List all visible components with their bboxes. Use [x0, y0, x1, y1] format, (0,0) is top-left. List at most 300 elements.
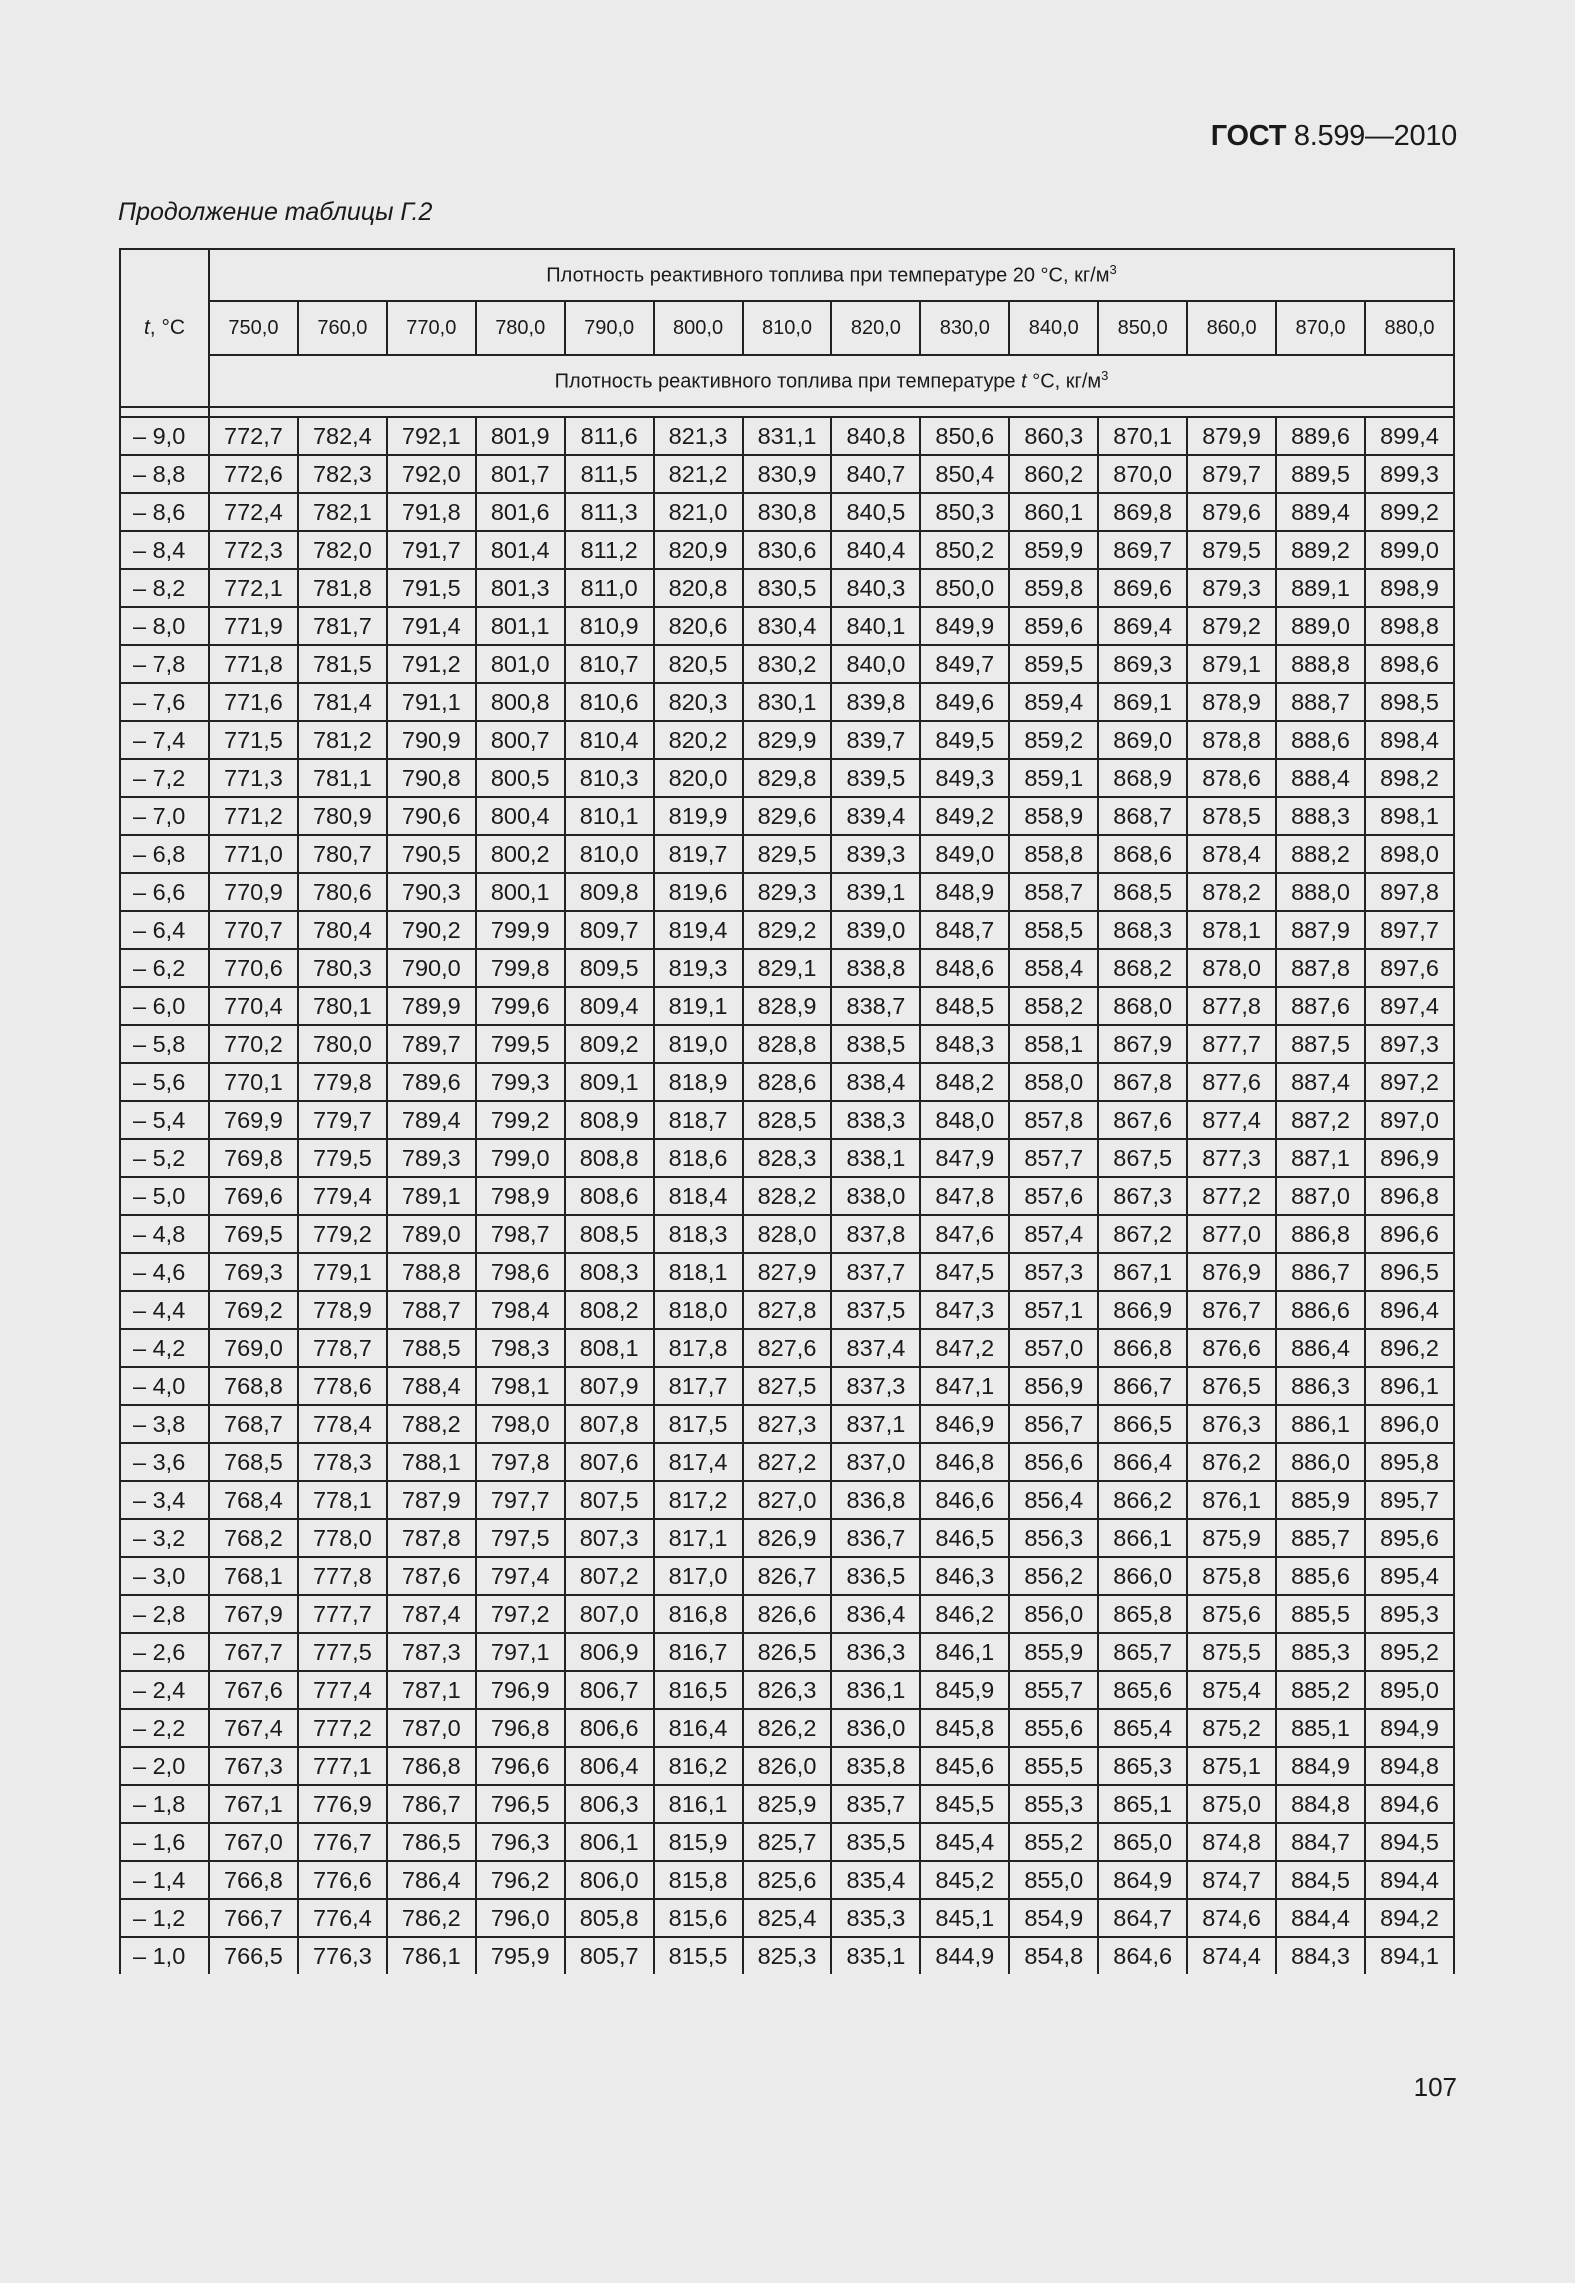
density-cell: 826,3: [743, 1671, 832, 1709]
density-cell: 859,2: [1009, 721, 1098, 759]
density-cell: 884,5: [1276, 1861, 1365, 1899]
density-cell: 799,5: [476, 1025, 565, 1063]
density-cell: 830,5: [743, 569, 832, 607]
table-row: [120, 1139, 1454, 1177]
density-cell: 801,4: [476, 531, 565, 569]
density-cell: 806,7: [565, 1671, 654, 1709]
density-cell: 857,4: [1009, 1215, 1098, 1253]
density-cell: 771,9: [209, 607, 298, 645]
density-cell: 799,6: [476, 987, 565, 1025]
density-cell: 839,7: [831, 721, 920, 759]
density-cell: 866,1: [1098, 1519, 1187, 1557]
temperature-cell: – 1,2: [120, 1899, 209, 1937]
density-cell: 799,9: [476, 911, 565, 949]
density-cell: 811,5: [565, 455, 654, 493]
density-cell: 896,1: [1365, 1367, 1454, 1405]
density-cell: 898,6: [1365, 645, 1454, 683]
density-cell: 847,3: [920, 1291, 1009, 1329]
density-cell: 847,8: [920, 1177, 1009, 1215]
density-cell: 828,3: [743, 1139, 832, 1177]
density-cell: 867,5: [1098, 1139, 1187, 1177]
density-cell: 835,7: [831, 1785, 920, 1823]
density-cell: 827,6: [743, 1329, 832, 1367]
density-cell: 856,9: [1009, 1367, 1098, 1405]
density-cell: 858,1: [1009, 1025, 1098, 1063]
table-row: [120, 835, 1454, 873]
temperature-cell: – 4,0: [120, 1367, 209, 1405]
density-cell: 885,9: [1276, 1481, 1365, 1519]
density-cell: 885,2: [1276, 1671, 1365, 1709]
density-cell: 866,9: [1098, 1291, 1187, 1329]
density-cell: 838,1: [831, 1139, 920, 1177]
density-cell: 898,9: [1365, 569, 1454, 607]
density-cell: 782,3: [298, 455, 387, 493]
density-cell: 810,3: [565, 759, 654, 797]
density-cell: 848,5: [920, 987, 1009, 1025]
density-cell: 865,6: [1098, 1671, 1187, 1709]
density-cell: 888,0: [1276, 873, 1365, 911]
density-cell: 858,0: [1009, 1063, 1098, 1101]
density-cell: 792,0: [387, 455, 476, 493]
density-cell: 868,0: [1098, 987, 1187, 1025]
density-cell: 817,0: [654, 1557, 743, 1595]
density-cell: 800,4: [476, 797, 565, 835]
table-row: [120, 1595, 1454, 1633]
density-cell: 876,3: [1187, 1405, 1276, 1443]
density-cell: 878,6: [1187, 759, 1276, 797]
density-cell: 889,1: [1276, 569, 1365, 607]
density-cell: 818,3: [654, 1215, 743, 1253]
density-cell: 820,8: [654, 569, 743, 607]
density-cell: 887,0: [1276, 1177, 1365, 1215]
temperature-cell: – 8,8: [120, 455, 209, 493]
temperature-cell: – 1,0: [120, 1937, 209, 1974]
density-cell: 865,8: [1098, 1595, 1187, 1633]
table-row: [120, 1861, 1454, 1899]
density-cell: 768,5: [209, 1443, 298, 1481]
density-column-header: 750,0: [209, 301, 298, 355]
density-cell: 828,2: [743, 1177, 832, 1215]
density-cell: 796,2: [476, 1861, 565, 1899]
density-cell: 809,1: [565, 1063, 654, 1101]
density-cell: 837,3: [831, 1367, 920, 1405]
density-cell: 819,6: [654, 873, 743, 911]
density-cell: 839,1: [831, 873, 920, 911]
density-cell: 858,9: [1009, 797, 1098, 835]
density-cell: 798,0: [476, 1405, 565, 1443]
density-cell: 801,9: [476, 417, 565, 455]
density-cell: 838,3: [831, 1101, 920, 1139]
table-row: [120, 1253, 1454, 1291]
density-cell: 789,7: [387, 1025, 476, 1063]
density-cell: 808,3: [565, 1253, 654, 1291]
density-cell: 817,1: [654, 1519, 743, 1557]
density-cell: 845,4: [920, 1823, 1009, 1861]
density-cell: 819,4: [654, 911, 743, 949]
density-cell: 809,8: [565, 873, 654, 911]
density-cell: 776,9: [298, 1785, 387, 1823]
density-cell: 829,5: [743, 835, 832, 873]
density-cell: 778,7: [298, 1329, 387, 1367]
density-cell: 875,5: [1187, 1633, 1276, 1671]
density-cell: 858,8: [1009, 835, 1098, 873]
density-cell: 798,7: [476, 1215, 565, 1253]
temperature-cell: – 3,0: [120, 1557, 209, 1595]
density-cell: 808,2: [565, 1291, 654, 1329]
density-cell: 884,8: [1276, 1785, 1365, 1823]
density-cell: 850,6: [920, 417, 1009, 455]
density-cell: 838,4: [831, 1063, 920, 1101]
density-cell: 769,9: [209, 1101, 298, 1139]
table-row: [120, 645, 1454, 683]
density-cell: 838,8: [831, 949, 920, 987]
density-cell: 879,7: [1187, 455, 1276, 493]
density-cell: 826,7: [743, 1557, 832, 1595]
density-cell: 825,6: [743, 1861, 832, 1899]
density-cell: 801,1: [476, 607, 565, 645]
density-cell: 896,5: [1365, 1253, 1454, 1291]
density-cell: 849,6: [920, 683, 1009, 721]
density-cell: 807,5: [565, 1481, 654, 1519]
density-cell: 869,3: [1098, 645, 1187, 683]
density-cell: 780,4: [298, 911, 387, 949]
density-cell: 810,7: [565, 645, 654, 683]
density-cell: 850,0: [920, 569, 1009, 607]
density-cell: 889,0: [1276, 607, 1365, 645]
density-cell: 829,2: [743, 911, 832, 949]
density-cell: 817,8: [654, 1329, 743, 1367]
density-cell: 791,4: [387, 607, 476, 645]
density-cell: 791,7: [387, 531, 476, 569]
density-cell: 850,3: [920, 493, 1009, 531]
density-cell: 895,2: [1365, 1633, 1454, 1671]
density-cell: 809,2: [565, 1025, 654, 1063]
density-cell: 868,9: [1098, 759, 1187, 797]
density-cell: 877,0: [1187, 1215, 1276, 1253]
density-cell: 849,7: [920, 645, 1009, 683]
density-cell: 816,4: [654, 1709, 743, 1747]
density-cell: 795,9: [476, 1937, 565, 1974]
density-cell: 884,7: [1276, 1823, 1365, 1861]
table-row: [120, 987, 1454, 1025]
density-cell: 806,0: [565, 1861, 654, 1899]
density-cell: 780,6: [298, 873, 387, 911]
density-cell: 886,6: [1276, 1291, 1365, 1329]
density-cell: 797,7: [476, 1481, 565, 1519]
density-cell: 770,1: [209, 1063, 298, 1101]
density-cell: 868,6: [1098, 835, 1187, 873]
density-cell: 817,2: [654, 1481, 743, 1519]
density-cell: 896,6: [1365, 1215, 1454, 1253]
temperature-cell: – 3,8: [120, 1405, 209, 1443]
density-cell: 796,3: [476, 1823, 565, 1861]
density-cell: 779,8: [298, 1063, 387, 1101]
table-row: [120, 417, 1454, 455]
density-cell: 859,6: [1009, 607, 1098, 645]
density-cell: 846,6: [920, 1481, 1009, 1519]
density-cell: 848,0: [920, 1101, 1009, 1139]
density-cell: 865,0: [1098, 1823, 1187, 1861]
table-row: [120, 1481, 1454, 1519]
density-cell: 789,0: [387, 1215, 476, 1253]
density-cell: 810,9: [565, 607, 654, 645]
table-row: [120, 1367, 1454, 1405]
density-cell: 829,8: [743, 759, 832, 797]
table-row: [120, 531, 1454, 569]
density-cell: 815,9: [654, 1823, 743, 1861]
density-cell: 850,4: [920, 455, 1009, 493]
density-cell: 877,4: [1187, 1101, 1276, 1139]
density-cell: 806,3: [565, 1785, 654, 1823]
density-cell: 788,2: [387, 1405, 476, 1443]
density-cell: 869,6: [1098, 569, 1187, 607]
density-cell: 835,8: [831, 1747, 920, 1785]
temperature-cell: – 5,0: [120, 1177, 209, 1215]
table-row: [120, 1633, 1454, 1671]
density-cell: 878,4: [1187, 835, 1276, 873]
density-cell: 888,2: [1276, 835, 1365, 873]
temperature-cell: – 6,6: [120, 873, 209, 911]
density-cell: 856,6: [1009, 1443, 1098, 1481]
density-cell: 875,9: [1187, 1519, 1276, 1557]
density-cell: 778,4: [298, 1405, 387, 1443]
density-cell: 896,9: [1365, 1139, 1454, 1177]
density-cell: 894,6: [1365, 1785, 1454, 1823]
density-cell: 778,1: [298, 1481, 387, 1519]
density-cell: 839,3: [831, 835, 920, 873]
density-cell: 806,9: [565, 1633, 654, 1671]
table-row: [120, 1671, 1454, 1709]
density-cell: 830,2: [743, 645, 832, 683]
density-cell: 875,2: [1187, 1709, 1276, 1747]
density-cell: 778,6: [298, 1367, 387, 1405]
density-cell: 878,2: [1187, 873, 1276, 911]
density-cell: 809,7: [565, 911, 654, 949]
density-cell: 806,6: [565, 1709, 654, 1747]
density-cell: 797,8: [476, 1443, 565, 1481]
table-row: [120, 1785, 1454, 1823]
temperature-cell: – 1,8: [120, 1785, 209, 1823]
density-cell: 877,2: [1187, 1177, 1276, 1215]
table-row: [120, 1405, 1454, 1443]
density-cell: 898,4: [1365, 721, 1454, 759]
density-cell: 848,6: [920, 949, 1009, 987]
density-cell: 887,6: [1276, 987, 1365, 1025]
table-row: [120, 493, 1454, 531]
density-cell: 797,4: [476, 1557, 565, 1595]
table-row: [120, 1937, 1454, 1974]
density-cell: 818,1: [654, 1253, 743, 1291]
temperature-cell: – 2,8: [120, 1595, 209, 1633]
density-cell: 772,6: [209, 455, 298, 493]
density-cell: 846,9: [920, 1405, 1009, 1443]
density-cell: 897,0: [1365, 1101, 1454, 1139]
table-row: [120, 455, 1454, 493]
temperature-cell: – 7,4: [120, 721, 209, 759]
density-cell: 855,3: [1009, 1785, 1098, 1823]
density-cell: 835,4: [831, 1861, 920, 1899]
density-cell: 780,0: [298, 1025, 387, 1063]
density-cell: 837,7: [831, 1253, 920, 1291]
density-cell: 888,7: [1276, 683, 1365, 721]
temperature-cell: – 2,6: [120, 1633, 209, 1671]
table-row: [120, 1519, 1454, 1557]
density-cell: 848,7: [920, 911, 1009, 949]
density-cell: 827,9: [743, 1253, 832, 1291]
density-cell: 790,8: [387, 759, 476, 797]
density-cell: 807,2: [565, 1557, 654, 1595]
density-cell: 835,1: [831, 1937, 920, 1974]
density-cell: 790,0: [387, 949, 476, 987]
density-cell: 819,0: [654, 1025, 743, 1063]
density-cell: 786,7: [387, 1785, 476, 1823]
density-cell: 801,7: [476, 455, 565, 493]
density-cell: 895,8: [1365, 1443, 1454, 1481]
density-cell: 879,2: [1187, 607, 1276, 645]
density-cell: 779,7: [298, 1101, 387, 1139]
density-cell: 770,7: [209, 911, 298, 949]
density-cell: 778,9: [298, 1291, 387, 1329]
density-cell: 894,9: [1365, 1709, 1454, 1747]
density-cell: 777,2: [298, 1709, 387, 1747]
density-cell: 768,8: [209, 1367, 298, 1405]
density-cell: 854,9: [1009, 1899, 1098, 1937]
density-cell: 897,7: [1365, 911, 1454, 949]
density-cell: 787,0: [387, 1709, 476, 1747]
density-cell: 884,4: [1276, 1899, 1365, 1937]
density-cell: 801,0: [476, 645, 565, 683]
density-cell: 866,0: [1098, 1557, 1187, 1595]
density-cell: 790,5: [387, 835, 476, 873]
density-cell: 787,9: [387, 1481, 476, 1519]
density-cell: 811,3: [565, 493, 654, 531]
density-cell: 770,2: [209, 1025, 298, 1063]
density-cell: 817,5: [654, 1405, 743, 1443]
density-cell: 884,9: [1276, 1747, 1365, 1785]
density-cell: 837,8: [831, 1215, 920, 1253]
document-header: [1211, 120, 1457, 153]
density-cell: 886,0: [1276, 1443, 1365, 1481]
table-row: [120, 911, 1454, 949]
density-cell: 856,0: [1009, 1595, 1098, 1633]
density-cell: 897,8: [1365, 873, 1454, 911]
density-cell: 828,0: [743, 1215, 832, 1253]
density-cell: 829,3: [743, 873, 832, 911]
density-cell: 767,7: [209, 1633, 298, 1671]
density-cell: 888,6: [1276, 721, 1365, 759]
density-cell: 865,7: [1098, 1633, 1187, 1671]
density-cell: 864,7: [1098, 1899, 1187, 1937]
density-cell: 897,3: [1365, 1025, 1454, 1063]
density-cell: 818,6: [654, 1139, 743, 1177]
density-cell: 838,0: [831, 1177, 920, 1215]
density-cell: 815,6: [654, 1899, 743, 1937]
density-cell: 777,1: [298, 1747, 387, 1785]
density-cell: 807,0: [565, 1595, 654, 1633]
density-cell: 896,8: [1365, 1177, 1454, 1215]
temperature-cell: – 4,8: [120, 1215, 209, 1253]
density-cell: 836,8: [831, 1481, 920, 1519]
density-cell: 856,4: [1009, 1481, 1098, 1519]
density-cell: 846,1: [920, 1633, 1009, 1671]
temperature-cell: – 8,4: [120, 531, 209, 569]
density-cell: 778,0: [298, 1519, 387, 1557]
density-cell: 788,5: [387, 1329, 476, 1367]
density-cell: 859,8: [1009, 569, 1098, 607]
density-cell: 898,2: [1365, 759, 1454, 797]
density-cell: 769,5: [209, 1215, 298, 1253]
density-cell: 864,9: [1098, 1861, 1187, 1899]
density-cell: 820,9: [654, 531, 743, 569]
density-cell: 836,1: [831, 1671, 920, 1709]
table-row: [120, 1329, 1454, 1367]
density-cell: 791,5: [387, 569, 476, 607]
density-cell: 855,9: [1009, 1633, 1098, 1671]
density-cell: 797,1: [476, 1633, 565, 1671]
density-cell: 779,1: [298, 1253, 387, 1291]
density-cell: 878,9: [1187, 683, 1276, 721]
density-cell: 886,3: [1276, 1367, 1365, 1405]
density-cell: 845,9: [920, 1671, 1009, 1709]
density-cell: 830,4: [743, 607, 832, 645]
density-cell: 836,3: [831, 1633, 920, 1671]
density-cell: 887,8: [1276, 949, 1365, 987]
density-cell: 888,8: [1276, 645, 1365, 683]
density-cell: 777,7: [298, 1595, 387, 1633]
density-cell: 877,3: [1187, 1139, 1276, 1177]
density-cell: 830,1: [743, 683, 832, 721]
density-cell: 878,8: [1187, 721, 1276, 759]
density-cell: 820,3: [654, 683, 743, 721]
density-cell: 859,9: [1009, 531, 1098, 569]
density-cell: 816,8: [654, 1595, 743, 1633]
density-cell: 781,7: [298, 607, 387, 645]
density-cell: 840,3: [831, 569, 920, 607]
density-cell: 849,2: [920, 797, 1009, 835]
density-cell: 835,3: [831, 1899, 920, 1937]
density-cell: 789,6: [387, 1063, 476, 1101]
density-cell: 887,1: [1276, 1139, 1365, 1177]
density-cell: 860,1: [1009, 493, 1098, 531]
density-cell: 819,3: [654, 949, 743, 987]
density-cell: 840,1: [831, 607, 920, 645]
density-cell: 788,1: [387, 1443, 476, 1481]
density-cell: 899,0: [1365, 531, 1454, 569]
density-cell: 868,7: [1098, 797, 1187, 835]
temperature-cell: – 2,0: [120, 1747, 209, 1785]
density-cell: 807,6: [565, 1443, 654, 1481]
density-cell: 870,1: [1098, 417, 1187, 455]
density-cell: 885,3: [1276, 1633, 1365, 1671]
density-cell: 767,3: [209, 1747, 298, 1785]
density-cell: 769,3: [209, 1253, 298, 1291]
density-cell: 886,7: [1276, 1253, 1365, 1291]
density-cell: 767,9: [209, 1595, 298, 1633]
density-cell: 869,1: [1098, 683, 1187, 721]
density-cell: 782,0: [298, 531, 387, 569]
density-cell: 867,9: [1098, 1025, 1187, 1063]
density-cell: 848,3: [920, 1025, 1009, 1063]
density-cell: 865,4: [1098, 1709, 1187, 1747]
density-cell: 766,5: [209, 1937, 298, 1974]
density-cell: 811,0: [565, 569, 654, 607]
table-row: [120, 873, 1454, 911]
density-cell: 879,3: [1187, 569, 1276, 607]
density-cell: 876,6: [1187, 1329, 1276, 1367]
density-cell: 796,0: [476, 1899, 565, 1937]
density-cell: 844,9: [920, 1937, 1009, 1974]
density-cell: 860,3: [1009, 417, 1098, 455]
